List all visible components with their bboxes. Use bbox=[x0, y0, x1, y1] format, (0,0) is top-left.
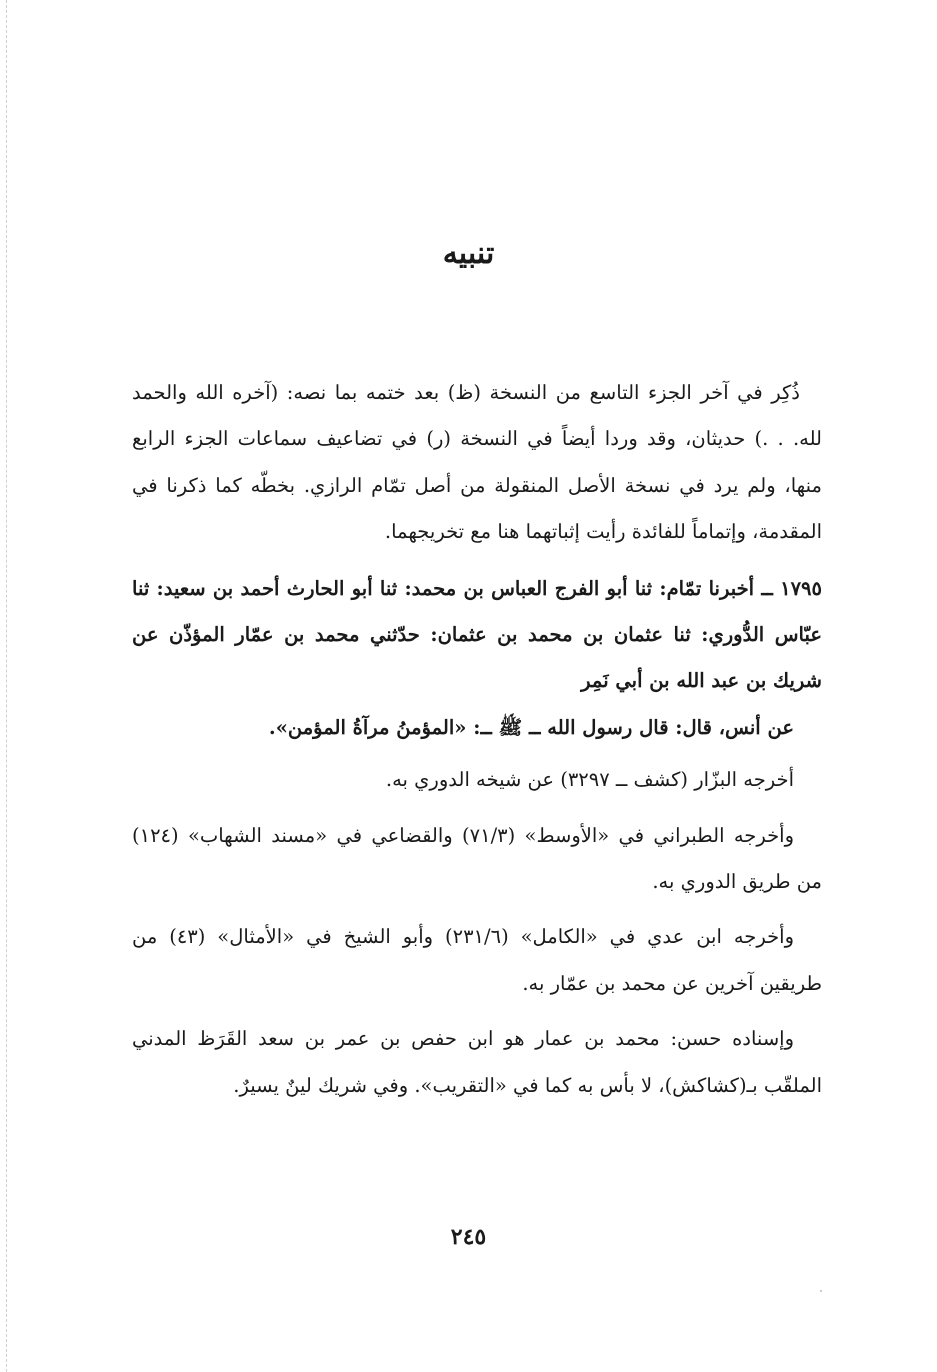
page-title: تنبيه bbox=[442, 236, 495, 271]
page-number: ٢٤٥ bbox=[450, 1224, 487, 1250]
intro-paragraph: ذُكِر في آخر الجزء التاسع من النسخة (ظ) بعد ختمه بما نصه: (آخره الله والحمد لله. . .) حديثان، وقد وردا أيضاً في النسخة (ر) في تضاعيف سماعات الجزء الرابع منها، ولم يرد في نسخة الأصل المنقولة من أصل تمّام الرازي. بخطّه كما ذكرنا في المقدمة، وإتماماً للفائدة رأيت إثباتهما هنا مع تخريجهما. bbox=[132, 381, 822, 544]
scan-speck bbox=[820, 1290, 822, 1292]
hadith-isnad: ١٧٩٥ ــ أخبرنا تمّام: ثنا أبو الفرج العباس بن محمد: ثنا أبو الحارث أحمد بن سعيد: ثنا عبّاس الدُّوري: ثنا عثمان بن محمد بن عثمان: حدّثني محمد بن عمّار المؤذّن عن شريك بن عبد الله بن أبي نَمِر bbox=[132, 576, 822, 693]
takhrij-ibn-adi: وأخرجه ابن عدي في «الكامل» (٢٣١/٦) وأبو الشيخ في «الأمثال» (٤٣) من طريقين آخرين عن محمد بن عمّار به. bbox=[132, 925, 822, 995]
takhrij-tabarani: وأخرجه الطبراني في «الأوسط» (٧١/٣) والقضاعي في «مسند الشهاب» (١٢٤) من طريق الدوري به. bbox=[132, 823, 822, 894]
hadith-matn: عن أنس، قال: قال رسول الله ــ ﷺ ــ: «المؤمنُ مرآةُ المؤمن». bbox=[268, 715, 794, 739]
isnad-grading: وإسناده حسن: محمد بن عمار هو ابن حفص بن عمر بن سعد القَرَظ المدني الملقّب بـ(كشاكش)، لا بأس به كما في «التقريب». وفي شريك لينٌ يسيرٌ. bbox=[132, 1027, 822, 1097]
scan-edge-line bbox=[6, 0, 7, 1372]
main-text bbox=[132, 370, 822, 1109]
takhrij-bazzar: أخرجه البزّار (كشف ــ ٣٢٩٧) عن شيخه الدوري به. bbox=[385, 768, 794, 792]
